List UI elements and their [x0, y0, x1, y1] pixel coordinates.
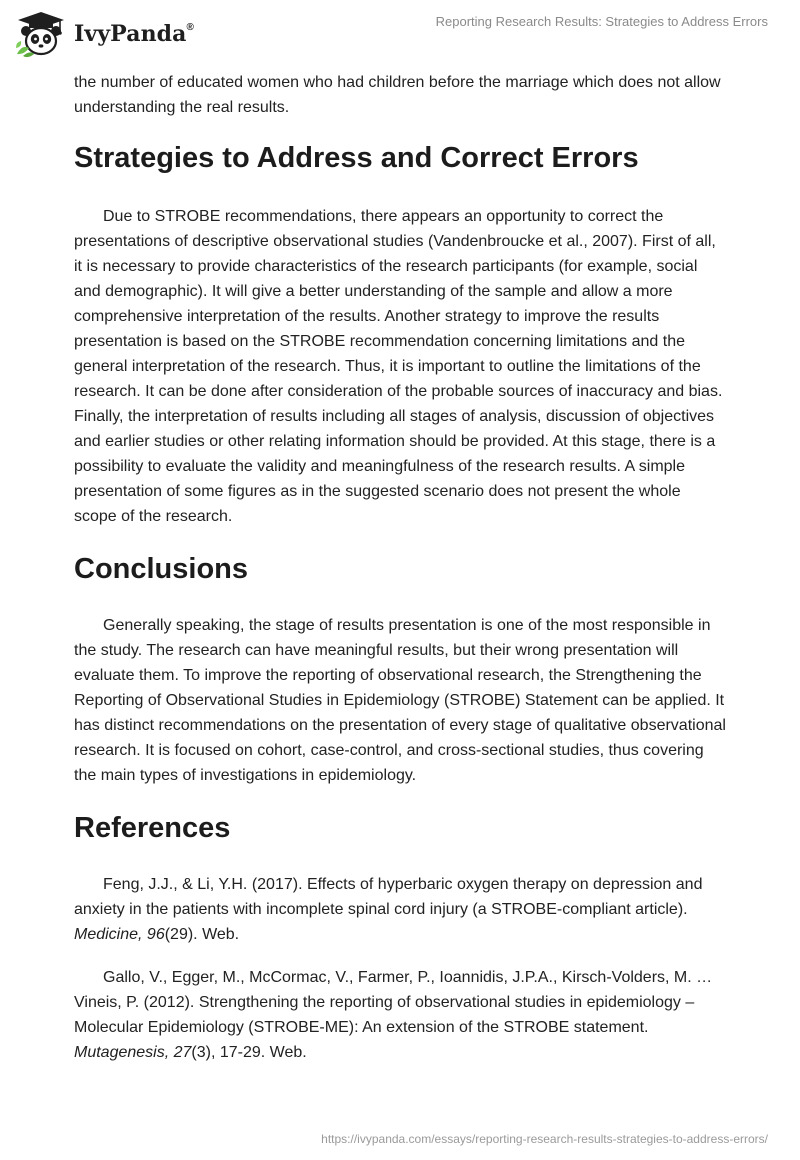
source-url[interactable]: https://ivypanda.com/essays/reporting-research-results-strategies-to-address-errors/	[321, 1132, 768, 1146]
section-heading-strategies: Strategies to Address and Correct Errors	[74, 142, 639, 174]
article-body	[74, 70, 726, 1083]
section-heading-references: References	[74, 812, 231, 844]
document-title: Reporting Research Results: Strategies to Address Errors	[435, 14, 768, 29]
strategies-paragraph: Due to STROBE recommendations, there appears an opportunity to correct the presentations of descriptive observational studies (Vandenbroucke et al., 2007). First of all, it is necessary to provide characteristics of the research participants (for example, social and demographic). It will give a better understanding of the sample and allow a more comprehensive interpretation of the results. Another strategy to improve the results presentation is based on the STROBE recommendation concerning limitations and the general interpretation of the research. Thus, it is important to outline the limitations of the research. It can be done after consideration of the probable sources of inaccuracy and bias. Finally, the interpretation of results including all stages of analysis, discussion of objectives and earlier studies or other relating information should be provided. At this stage, there is a possibility to evaluate the validity and meaningfulness of the research results. A simple presentation of some figures as in the suggested scenario does not present the whole scope of the research.	[74, 208, 723, 525]
panda-graduate-icon	[14, 10, 68, 58]
reference-item: Feng, J.J., & Li, Y.H. (2017). Effects of hyperbaric oxygen therapy on depression and anxiety in the patients with incomplete spinal cord injury (a STROBE-compliant article). Medicine, 96(29). Web.	[74, 876, 703, 943]
brand-name: IvyPanda®	[74, 21, 194, 47]
page-header	[0, 0, 800, 68]
ivypanda-logo[interactable]	[14, 10, 194, 58]
journal-title: Mutagenesis, 27	[74, 1044, 192, 1061]
section-heading-conclusions: Conclusions	[74, 553, 249, 585]
journal-title: Medicine, 96	[74, 926, 165, 943]
intro-paragraph: the number of educated women who had children before the marriage which does not allow understanding the real results.	[74, 74, 721, 116]
conclusions-paragraph: Generally speaking, the stage of results presentation is one of the most responsible in the study. The research can have meaningful results, but their wrong presentation will evaluate them. To improve the reporting of observational research, the Strengthening the Reporting of Observational Studies in Epidemiology (STROBE) Statement can be applied. It has distinct recommendations on the presentation of every stage of qualitative observational research. It is focused on cohort, case-control, and cross-sectional studies, thus covering the main types of investigations in epidemiology.	[74, 617, 726, 784]
reference-item: Gallo, V., Egger, M., McCormac, V., Farmer, P., Ioannidis, J.P.A., Kirsch-Volders, M. … Vineis, P. (2012). Strengthening the reporting of observational studies in epidemiology – Molecular Epidemiology (STROBE-ME): An extension of the STROBE statement. Mutagenesis, 27(3), 17-29. Web.	[74, 969, 713, 1061]
